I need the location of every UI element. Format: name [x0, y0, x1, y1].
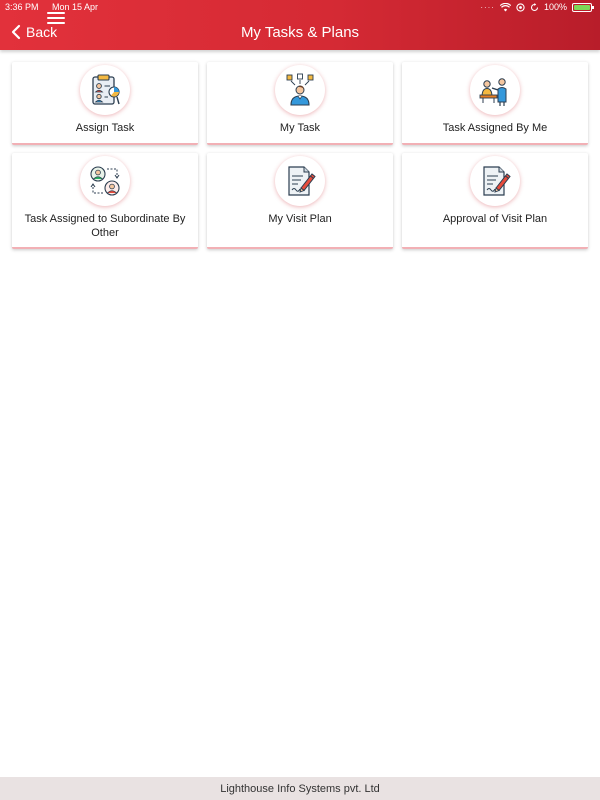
tile-label: Task Assigned By Me — [442, 122, 548, 134]
footer-text: Lighthouse Info Systems pvt. Ltd — [220, 782, 380, 795]
battery-icon — [572, 3, 592, 12]
tile-icon-wrap — [80, 156, 130, 206]
status-right — [480, 2, 592, 12]
tile-icon-wrap — [80, 65, 130, 115]
tile-label: Task Assigned to Subordinate By Other — [24, 213, 186, 239]
user-exchange-icon — [87, 163, 123, 199]
task-assigned-to-subordinate-tile[interactable] — [12, 153, 198, 249]
status-time: 3:36 PM — [5, 2, 39, 12]
person-ideas-icon — [282, 72, 318, 108]
app-header — [0, 0, 600, 50]
document-pencil-icon — [282, 163, 318, 199]
battery-percent: 100% — [543, 2, 567, 12]
tile-icon-wrap — [275, 65, 325, 115]
page-title: My Tasks & Plans — [240, 24, 360, 41]
tile-grid — [12, 62, 588, 249]
status-date: Mon 15 Apr — [52, 2, 99, 12]
tile-label: Approval of Visit Plan — [442, 213, 548, 225]
document-pencil-icon — [477, 163, 513, 199]
footer — [0, 777, 600, 800]
tile-icon-wrap — [470, 65, 520, 115]
presenter-icon — [477, 72, 513, 108]
status-bar — [0, 0, 600, 16]
my-task-tile[interactable] — [207, 62, 393, 145]
wifi-icon — [500, 3, 511, 12]
signal-dots-icon: ···· — [480, 2, 495, 12]
my-visit-plan-tile[interactable] — [207, 153, 393, 249]
tile-icon-wrap — [275, 156, 325, 206]
back-label: Back — [26, 24, 58, 40]
location-icon — [516, 3, 525, 12]
tile-icon-wrap — [470, 156, 520, 206]
assign-task-tile[interactable] — [12, 62, 198, 145]
tile-label: My Visit Plan — [268, 213, 332, 225]
tile-label: Assign Task — [75, 122, 135, 134]
task-assigned-by-me-tile[interactable] — [402, 62, 588, 145]
tile-label: My Task — [279, 122, 321, 134]
clipboard-chart-icon — [87, 72, 123, 108]
approval-of-visit-plan-tile[interactable] — [402, 153, 588, 249]
orientation-lock-icon — [530, 3, 539, 12]
